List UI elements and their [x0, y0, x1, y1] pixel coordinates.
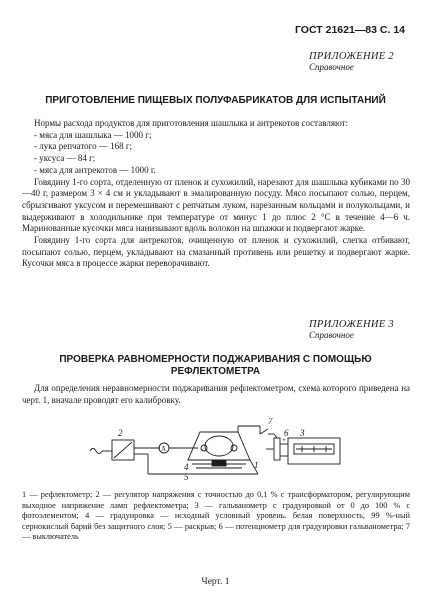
potentiometer-symbol — [274, 438, 280, 460]
page-header: ГОСТ 21621—83 С. 14 — [294, 24, 405, 36]
appendix-3-title: ПРИЛОЖЕНИЕ 3 — [309, 319, 394, 330]
label-ammeter: A — [161, 445, 167, 453]
appendix-2-heading — [309, 51, 405, 72]
ingredient-item: - мяса для антрекотов — 1000 г. — [34, 164, 156, 175]
label-5: 5 — [184, 472, 189, 482]
section-2-title — [18, 354, 413, 378]
section-2-body — [22, 383, 410, 406]
reflectometer-schematic — [88, 418, 348, 484]
label-3: 3 — [300, 428, 305, 438]
appendix-3-subtitle: Справочное — [309, 330, 354, 340]
section-1-paragraph-1: Говядину 1-го сорта, отделенную от пленок и сухожилий, нарезают для шашлыка кубиками по 30—40 г, размером 3 × 4 см и укладывают в эмалированную посуду. Мясо посыпают солью, перцем, сбрызгивают уксусом и перемешивают с репчатым луком, нарезанным кольцами и полукольцами, и выдерживают в холодильнике при температуре от минус 1 до плюс 2 °С в течение 4—6 ч. Маринованные кусочки мяса нанизывают вдоль волокон на шпажки и подвергают жарке. — [22, 176, 410, 234]
ingredient-item: - уксуса — 84 г; — [34, 153, 96, 164]
ac-source-symbol — [90, 449, 102, 454]
label-1: 1 — [254, 460, 259, 470]
section-2-title-line-2: РЕФЛЕКТОМЕТРА — [170, 366, 261, 377]
label-plus: + — [282, 436, 286, 444]
ingredient-item: - мяса для шашлыка — 1000 г; — [34, 129, 152, 140]
section-1-intro: Нормы расхода продуктов для приготовления шашлыка и антрекотов составляют: — [34, 118, 348, 128]
appendix-2-title: ПРИЛОЖЕНИЕ 2 — [309, 51, 394, 62]
label-7: 7 — [268, 418, 273, 426]
section-2-title-line-1: ПРОВЕРКА РАВНОМЕРНОСТИ ПОДЖАРИВАНИЯ С ПОМОЩЬЮ — [59, 354, 372, 365]
label-2: 2 — [118, 428, 123, 438]
figure-legend: 1 — рефлектометр; 2 — регулятор напряжения с точностью до 0,1 % с трансформатором, регулирующим выходное напряжение ламп рефлектометра; 3 — гальванометр с градуировкой от 0 до 100 % с фотоэлементом; 4 — градуировка — исходный условный уровень. белая поверхность, 99 %-ный сернокислый барий без защитного слоя; 5 — раскрыв; 6 — потенциометр для градуировки гальванометра; 7 — выключатель — [22, 490, 410, 542]
ingredient-item: - лука репчатого — 168 г; — [34, 141, 133, 152]
section-1-title: ПРИГОТОВЛЕНИЕ ПИЩЕВЫХ ПОЛУФАБРИКАТОВ ДЛЯ ИСПЫТАНИЙ — [45, 95, 386, 106]
section-1-body — [22, 118, 410, 270]
section-1-paragraph-2: Говядину 1-го сорта для антрекотов, очищенную от пленок и сухожилий, слегка отбивают, посыпают солью, перцем, укладывают на смазанный противень или решетку и подвергают жарке. Кусочки мяса в процессе жарки переворачивают. — [22, 235, 410, 269]
appendix-3-heading — [309, 319, 405, 340]
appendix-2-subtitle: Справочное — [309, 62, 354, 72]
label-6: 6 — [284, 428, 289, 438]
label-4: 4 — [184, 462, 189, 472]
section-2-paragraph-1: Для определения неравномерности поджаривания рефлектометром, схема которого приведена на черт. 1, вначале проводят его калибровку. — [22, 383, 410, 405]
figure-caption: Черт. 1 — [201, 577, 230, 587]
